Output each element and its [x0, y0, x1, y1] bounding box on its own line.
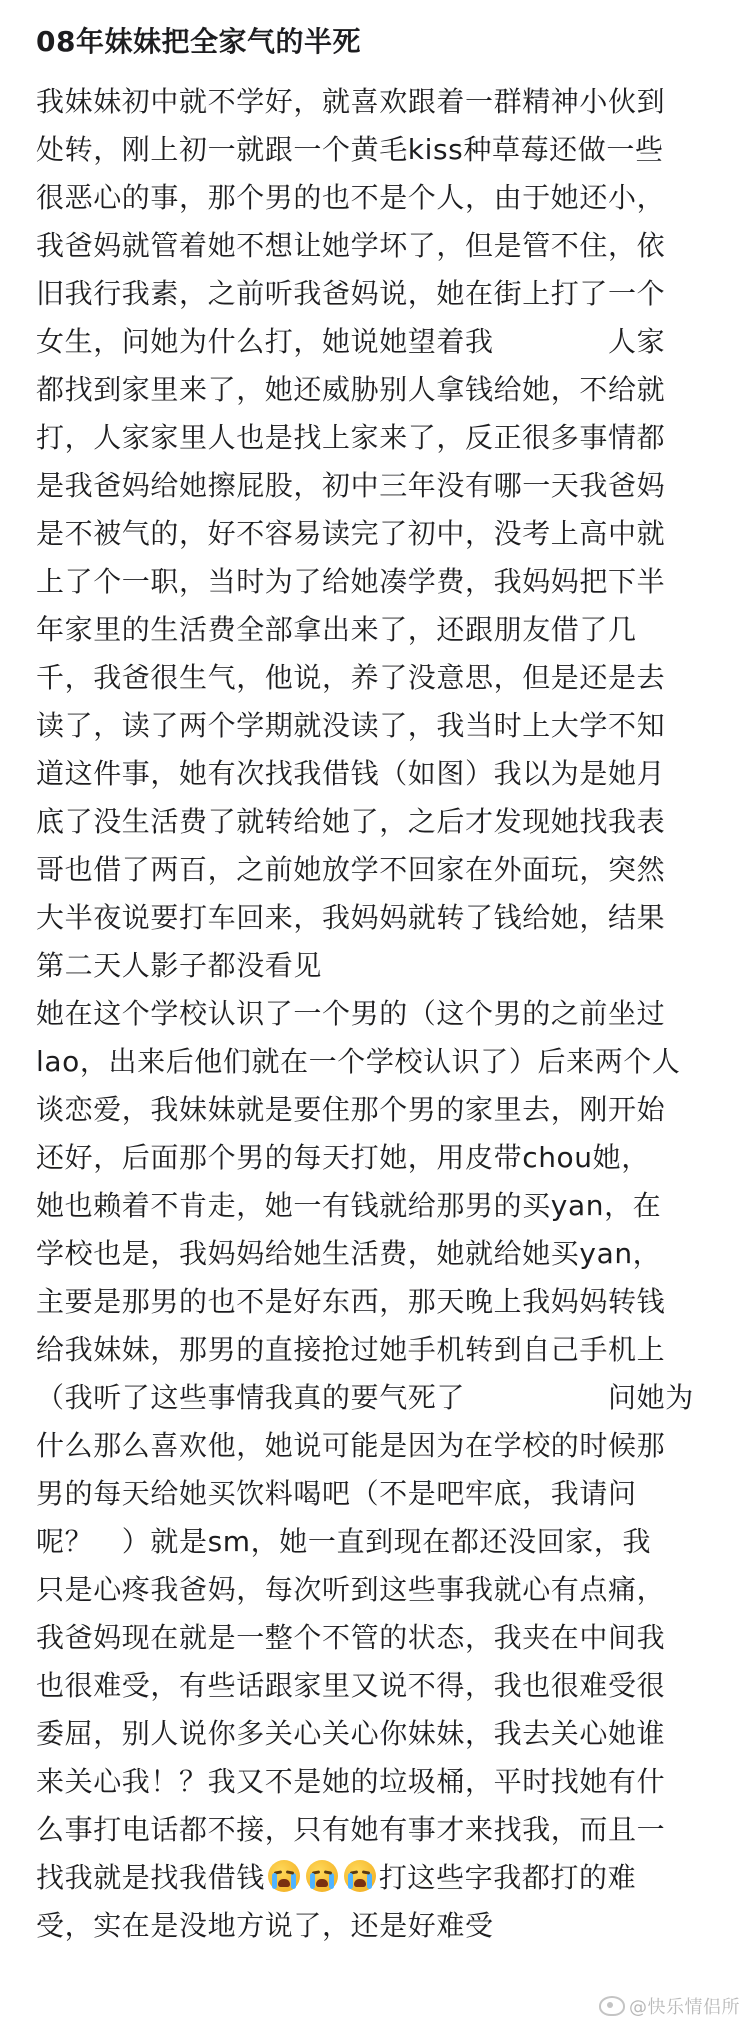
loudly-crying-face-icon — [306, 1860, 338, 1892]
body-line: 年家里的生活费全部拿出来了，还跟朋友借了几 — [36, 613, 637, 646]
body-line: 打，人家家里人也是找上家来了，反正很多事情都 — [36, 421, 666, 454]
weibo-logo-icon — [599, 1996, 625, 2016]
body-line: 谈恋爱，我妹妹就是要住那个男的家里去，刚开始 — [36, 1093, 666, 1126]
body-line: 只是心疼我爸妈，每次听到这些事我就心有点痛， — [36, 1573, 666, 1606]
body-line: 也很难受，有些话跟家里又说不得，我也很难受很 — [36, 1669, 666, 1702]
post-title: 08年妹妹把全家气的半死 — [36, 25, 361, 58]
body-line: 男的每天给她买饮料喝吧（不是吧牢底，我请问 — [36, 1477, 637, 1510]
body-line: 她也赖着不肯走，她一有钱就给那男的买yan，在 — [36, 1189, 662, 1222]
loudly-crying-face-icon — [344, 1860, 376, 1892]
body-line: 旧我行我素，之前听我爸妈说，她在街上打了一个 — [36, 277, 666, 310]
body-line: 什么那么喜欢他，她说可能是因为在学校的时候那 — [36, 1429, 666, 1462]
body-line: 女生，问她为什么打，她说她望着我 人家 — [36, 325, 666, 358]
body-line: 是我爸妈给她擦屁股，初中三年没有哪一天我爸妈 — [36, 469, 666, 502]
body-line: 还好，后面那个男的每天打她，用皮带chou她， — [36, 1141, 650, 1174]
post-body — [36, 78, 716, 1950]
line-text-prefix: 找我就是找我借钱 — [36, 1861, 265, 1894]
body-line: 上了个一职，当时为了给她凑学费，我妈妈把下半 — [36, 565, 666, 598]
body-line-with-emoji — [36, 1854, 716, 1902]
body-line: 很恶心的事，那个男的也不是个人，由于她还小， — [36, 181, 666, 214]
body-line: 是不被气的，好不容易读完了初中，没考上高中就 — [36, 517, 666, 550]
line-text-suffix: 打这些字我都打的难 — [378, 1861, 637, 1894]
body-line: 学校也是，我妈妈给她生活费，她就给她买yan， — [36, 1237, 662, 1270]
body-line: 给我妹妹，那男的直接抢过她手机转到自己手机上 — [36, 1333, 666, 1366]
body-line: 千，我爸很生气，他说，养了没意思，但是还是去 — [36, 661, 666, 694]
body-line: 道这件事，她有次找我借钱（如图）我以为是她月 — [36, 757, 666, 790]
body-line: 都找到家里来了，她还威胁别人拿钱给她，不给就 — [36, 373, 666, 406]
body-line: 我爸妈现在就是一整个不管的状态，我夹在中间我 — [36, 1621, 666, 1654]
body-line: 我妹妹初中就不学好，就喜欢跟着一群精神小伙到 — [36, 85, 666, 118]
body-line: 底了没生活费了就转给她了，之后才发现她找我表 — [36, 805, 666, 838]
watermark-text: @快乐情侣所 — [629, 1997, 740, 2018]
body-line: 读了，读了两个学期就没读了，我当时上大学不知 — [36, 709, 666, 742]
body-line: 来关心我！？我又不是她的垃圾桶，平时找她有什 — [36, 1765, 666, 1798]
body-line: 么事打电话都不接，只有她有事才来找我，而且一 — [36, 1813, 666, 1846]
body-line: 处转，刚上初一就跟一个黄毛kiss种草莓还做一些 — [36, 133, 664, 166]
body-line: 主要是那男的也不是好东西，那天晚上我妈妈转钱 — [36, 1285, 666, 1318]
body-line: 委屈，别人说你多关心关心你妹妹，我去关心她谁 — [36, 1717, 666, 1750]
body-line: 呢？ ）就是sm，她一直到现在都还没回家，我 — [36, 1525, 652, 1558]
body-line: lao，出来后他们就在一个学校认识了）后来两个人 — [36, 1045, 681, 1078]
body-line: 我爸妈就管着她不想让她学坏了，但是管不住，依 — [36, 229, 666, 262]
body-line: 大半夜说要打车回来，我妈妈就转了钱给她，结果 — [36, 901, 666, 934]
body-line: （我听了这些事情我真的要气死了 问她为 — [36, 1381, 694, 1414]
body-line: 哥也借了两百，之前她放学不回家在外面玩，突然 — [36, 853, 666, 886]
loudly-crying-face-icon — [268, 1860, 300, 1892]
body-line: 第二天人影子都没看见 — [36, 949, 323, 982]
watermark — [599, 1993, 740, 2019]
body-line: 受，实在是没地方说了，还是好难受 — [36, 1909, 494, 1942]
body-line: 她在这个学校认识了一个男的（这个男的之前坐过 — [36, 997, 666, 1030]
